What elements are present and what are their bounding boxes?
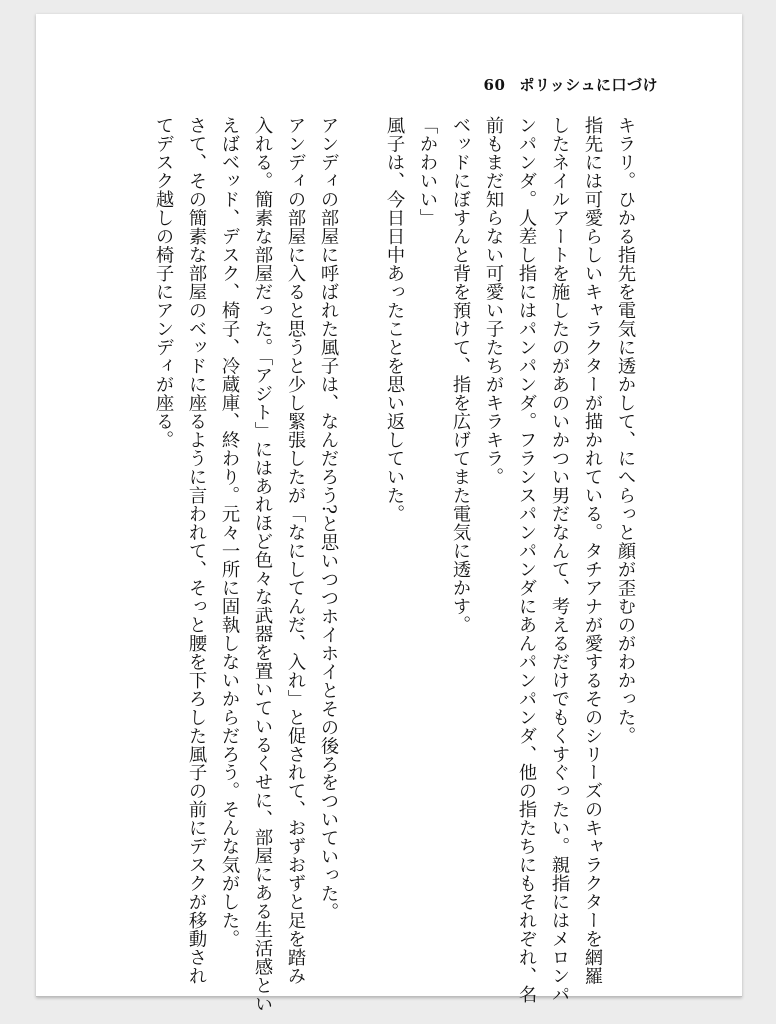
text-line: えばベッド、デスク、椅子、冷蔵庫、終わり。元々一所に固執しないからだろう。そんな気がした。 [219,116,240,949]
text-line: アンディの部屋に呼ばれた風子は、なんだろう?と思いつつホイホイとその後ろをついていった。 [318,116,339,922]
text-line: てデスク越しの椅子にアンディが座る。 [153,116,174,449]
chapter-title: ポリッシュに口づけ [519,76,658,94]
text-line: ンパンダ。人差し指にはパンパンダ。フランスパンパンダにあんパンパンダ、他の指たちにもそれぞれ、名 [516,116,537,1004]
text-line: 前もまだ知らない可愛い子たちがキラキラ。 [483,116,504,486]
vertical-body-text [147,116,642,1013]
text-line: さて、その簡素な部屋のベッドに座るように言われて、そっと腰を下ろした風子の前にデスクが移動され [186,116,207,986]
text-line: 「かわいい」 [417,116,438,227]
text-line: アンディの部屋に入ると思うと少し緊張したが「なにしてんだ、入れ」と促されて、おずおずと足を踏み [285,116,306,986]
book-page [36,14,742,1013]
text-line: したネイルアートを施したのがあのいかつい男だなんて、考えるだけでもくすぐったい。親指にはメロンパ [549,116,570,1004]
text-line: 風子は、今日日中あったことを思い返していた。 [384,116,405,523]
text-line: ベッドにぼすんと背を預けて、指を広げてまた電気に透かす。 [450,116,471,634]
running-header [484,74,658,95]
text-line: キラリ。ひかる指先を電気に透かして、にへらっと顔が歪むのがわかった。 [615,116,636,745]
text-line: 入れる。簡素な部屋だった。「アジト」にはあれほど色々な武器を置いているくせに、部屋にある生活感とい [252,116,273,1013]
text-line: 指先には可愛らしいキャラクターが描かれている。タチアナが愛するそのシリーズのキャラクターを網羅 [582,116,603,986]
page-number: 60 [483,76,506,94]
blank-line [345,116,378,946]
